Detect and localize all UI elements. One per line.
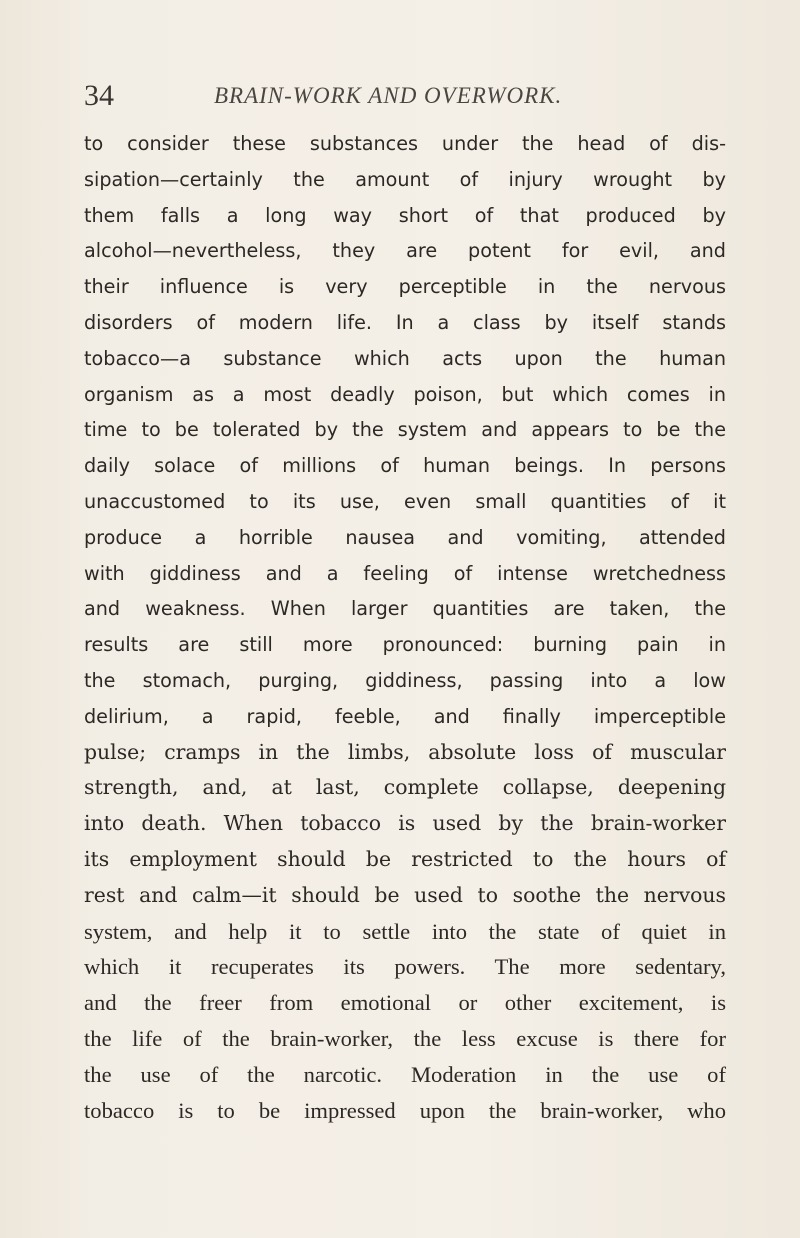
text-line: to consider these substances under the head of dis- — [84, 132, 726, 155]
running-title: BRAIN-WORK AND OVERWORK. — [214, 83, 563, 108]
text-line: time to be tolerated by the system and appears to be the — [84, 418, 726, 442]
text-line: with giddiness and a feeling of intense wretchedness — [84, 561, 726, 585]
body-paragraph — [84, 126, 726, 1128]
text-line: and weakness. When larger quantities are taken, the — [84, 597, 726, 621]
text-line: and the freer from emotional or other excitement, is — [84, 990, 726, 1016]
text-line: tobacco—a substance which acts upon the human — [84, 346, 726, 370]
text-line: rest and calm—it should be used to soothe the nervous — [84, 882, 726, 907]
text-line: alcohol—nevertheless, they are potent for evil, and — [84, 239, 726, 263]
text-line: which it recuperates its powers. The more sedentary, — [84, 954, 726, 980]
text-line: their influence is very perceptible in the nervous — [84, 275, 726, 299]
text-line: results are still more pronounced: burning pain in — [84, 633, 726, 657]
text-line: them falls a long way short of that produced by — [84, 203, 726, 227]
text-line: produce a horrible nausea and vomiting, attended — [84, 525, 726, 549]
text-line: into death. When tobacco is used by the brain-worker — [84, 811, 726, 836]
text-line: the stomach, purging, giddiness, passing into a low — [84, 668, 726, 692]
text-line: tobacco is to be impressed upon the brain-worker, who — [84, 1097, 726, 1123]
text-line: unaccustomed to its use, even small quantities of it — [84, 489, 726, 513]
text-line: daily solace of millions of human beings. In persons — [84, 454, 726, 478]
text-line: delirium, a rapid, feeble, and finally imperceptible — [84, 704, 726, 728]
text-line: organism as a most deadly poison, but which comes in — [84, 382, 726, 406]
text-line: sipation—certainly the amount of injury wrought by — [84, 167, 726, 191]
running-head — [84, 76, 724, 116]
text-line: the use of the narcotic. Moderation in the use of — [84, 1061, 726, 1087]
text-line: disorders of modern life. In a class by itself stands — [84, 310, 726, 334]
page-number: 34 — [84, 79, 114, 112]
text-line: its employment should be restricted to the hours of — [84, 846, 726, 871]
text-line: pulse; cramps in the limbs, absolute loss of muscular — [84, 739, 726, 764]
text-line: the life of the brain-worker, the less excuse is there for — [84, 1025, 726, 1051]
text-line: system, and help it to settle into the state of quiet in — [84, 918, 726, 944]
text-line: strength, and, at last, complete collapse, deepening — [84, 775, 726, 800]
